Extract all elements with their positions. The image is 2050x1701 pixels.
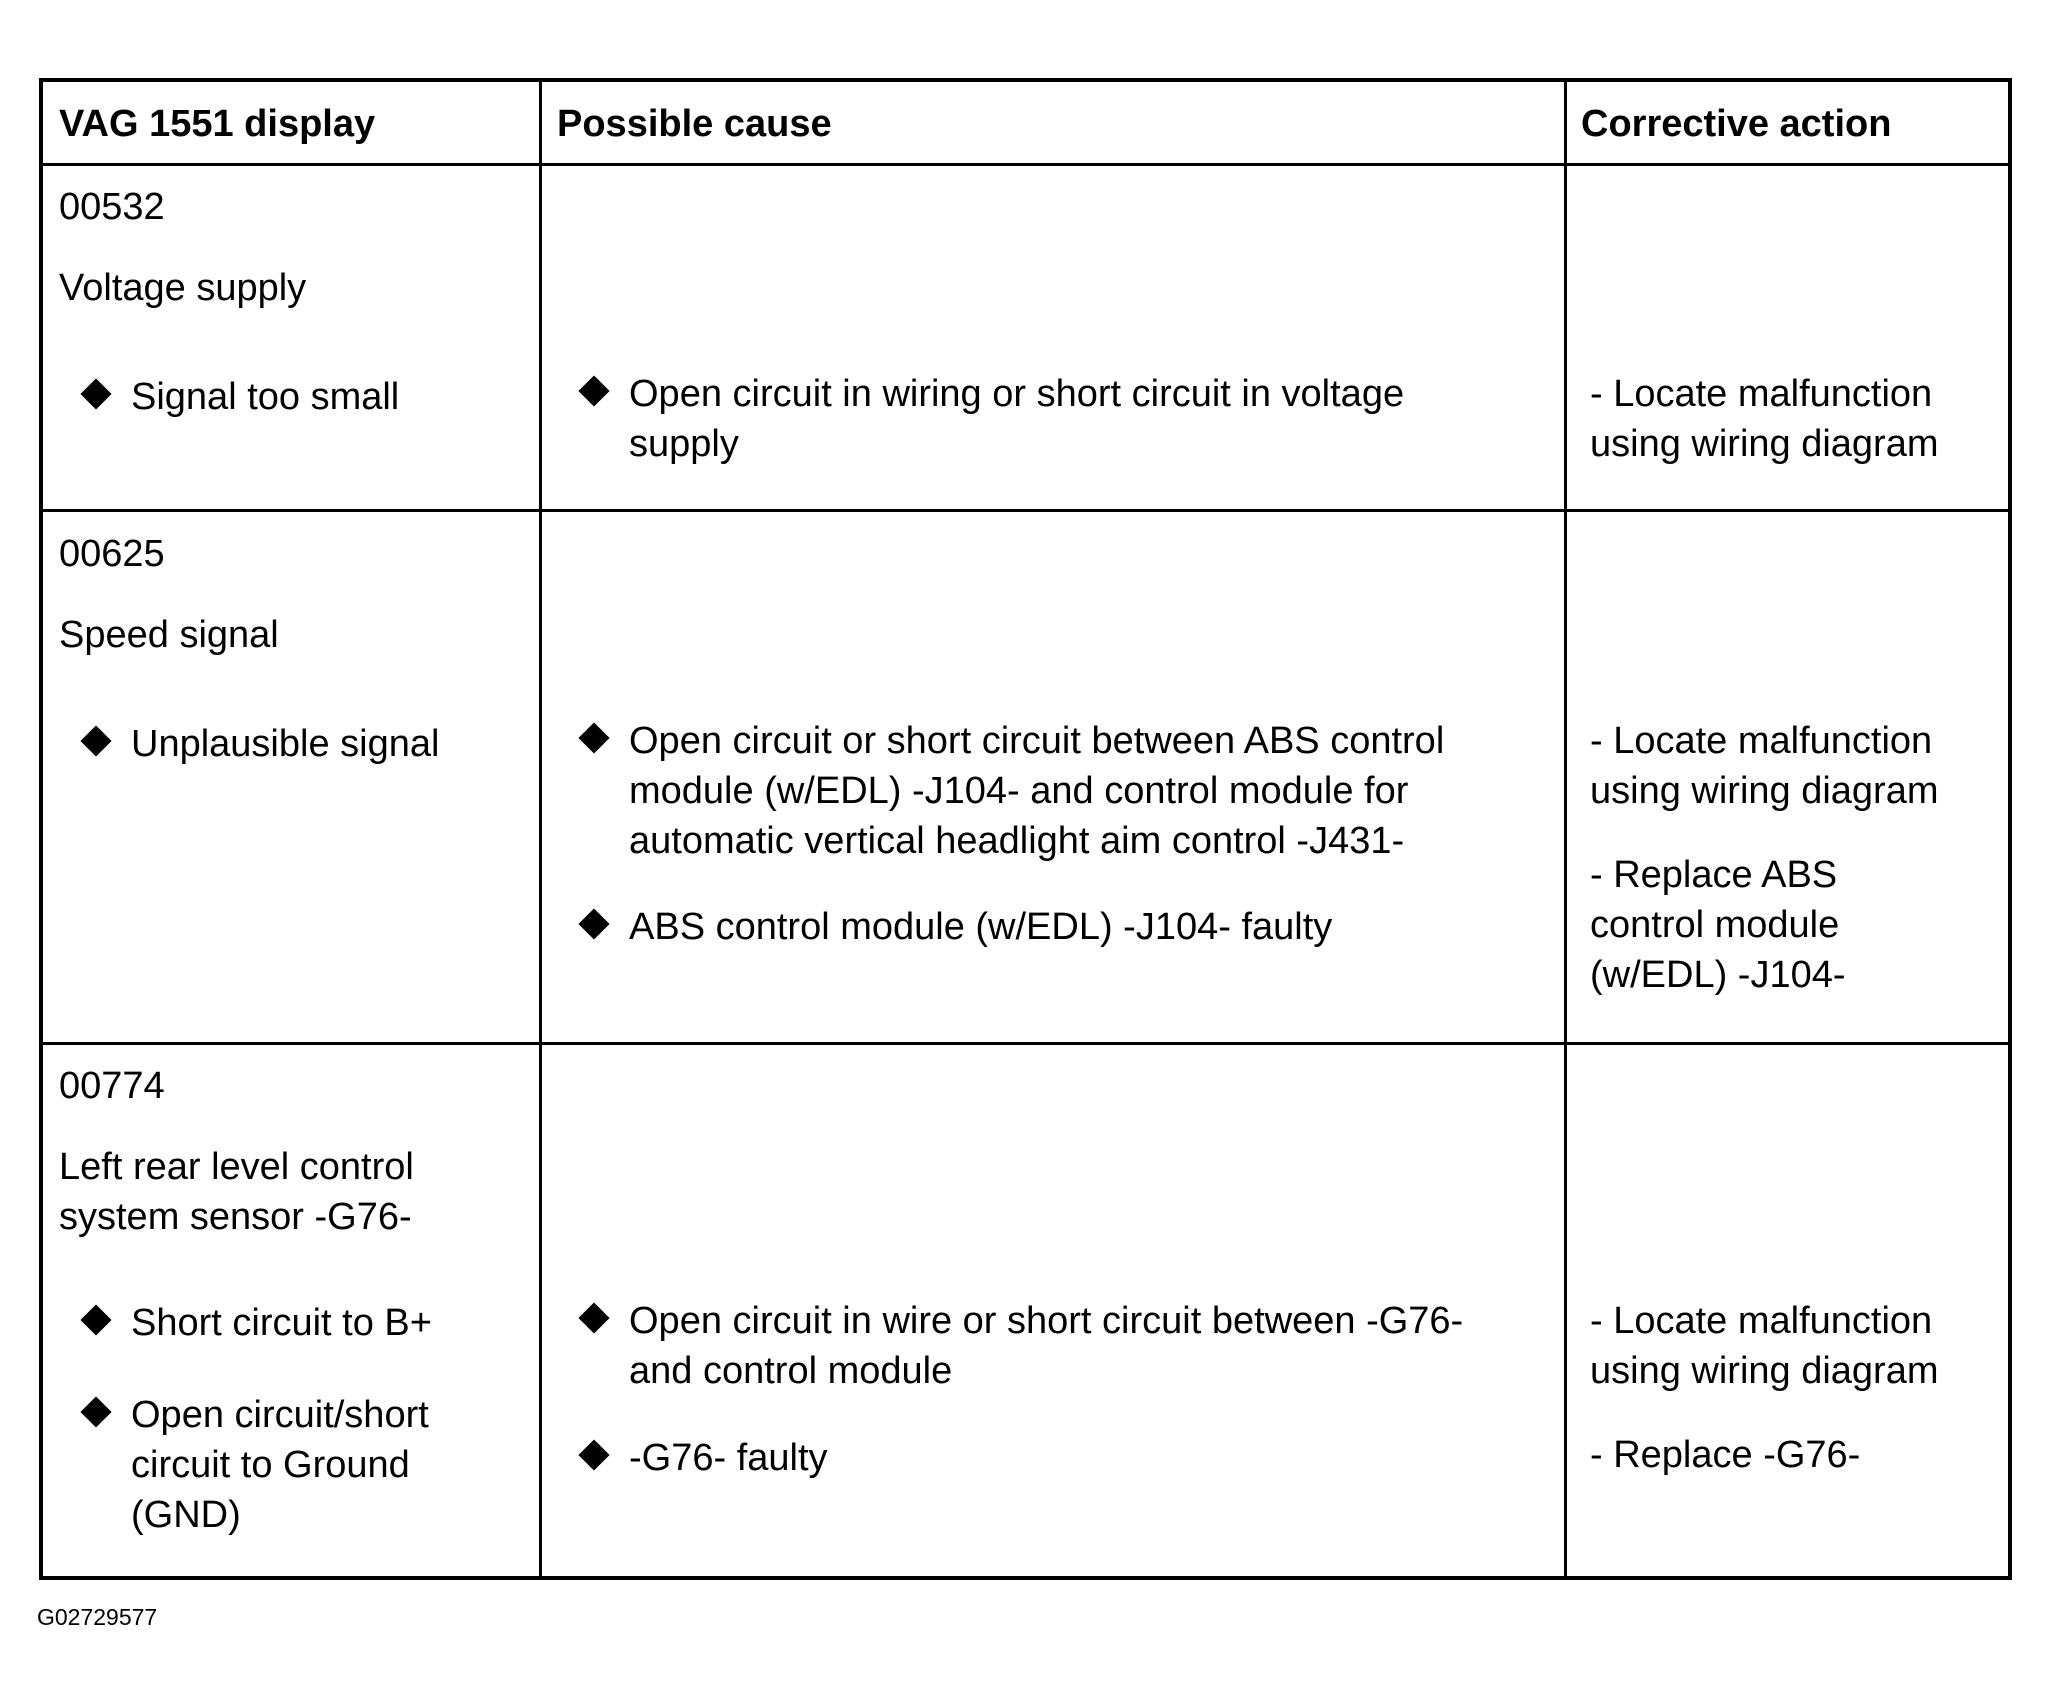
figure-code: G02729577 — [37, 1604, 158, 1630]
fault-title: Left rear level control — [59, 1146, 414, 1188]
fault-item: Open circuit/short — [131, 1394, 429, 1436]
bullet-icon — [578, 908, 609, 939]
action-line: - Locate malfunction — [1590, 720, 1933, 762]
bullet-icon — [80, 1304, 111, 1335]
troubleshooting-table — [39, 78, 2012, 1580]
cause-line: ABS control module (w/EDL) -J104- faulty — [629, 906, 1333, 948]
fault-code: 00532 — [59, 186, 165, 228]
fault-item: (GND) — [131, 1494, 241, 1536]
action-line: using wiring diagram — [1590, 423, 1939, 465]
bullet-icon — [80, 725, 111, 756]
bullet-icon — [578, 722, 609, 753]
action-line: using wiring diagram — [1590, 1350, 1939, 1392]
bullet-icon — [578, 1302, 609, 1333]
cause-line: automatic vertical headlight aim control -J431- — [629, 820, 1405, 862]
header-vag-display: VAG 1551 display — [59, 103, 376, 145]
header-possible-cause: Possible cause — [557, 103, 832, 145]
action-line: - Locate malfunction — [1590, 1300, 1933, 1342]
fault-item: Signal too small — [131, 376, 400, 418]
action-line: control module — [1590, 904, 1840, 946]
bullet-icon — [80, 378, 111, 409]
column-divider — [539, 82, 542, 1576]
cause-line: and control module — [629, 1350, 953, 1392]
bullet-icon — [578, 1439, 609, 1470]
action-line: - Replace ABS — [1590, 854, 1838, 896]
fault-item: circuit to Ground — [131, 1444, 410, 1486]
cause-line: supply — [629, 423, 739, 465]
fault-item: Short circuit to B+ — [131, 1302, 432, 1344]
fault-title: system sensor -G76- — [59, 1196, 412, 1238]
row-divider — [43, 163, 2008, 166]
fault-item: Unplausible signal — [131, 723, 440, 765]
fault-title: Voltage supply — [59, 267, 307, 309]
column-divider — [1564, 82, 1567, 1576]
header-corrective-action: Corrective action — [1581, 103, 1892, 145]
action-line: - Replace -G76- — [1590, 1434, 1861, 1476]
fault-title: Speed signal — [59, 614, 279, 656]
action-line: using wiring diagram — [1590, 770, 1939, 812]
fault-code: 00625 — [59, 533, 165, 575]
action-line: (w/EDL) -J104- — [1590, 954, 1846, 996]
cause-line: module (w/EDL) -J104- and control module for — [629, 770, 1409, 812]
cause-line: -G76- faulty — [629, 1437, 828, 1479]
bullet-icon — [578, 375, 609, 406]
cause-line: Open circuit or short circuit between ABS control — [629, 720, 1445, 762]
row-divider — [43, 1042, 2008, 1045]
fault-code: 00774 — [59, 1065, 165, 1107]
cause-line: Open circuit in wiring or short circuit in voltage — [629, 373, 1405, 415]
cause-line: Open circuit in wire or short circuit between -G76- — [629, 1300, 1464, 1342]
action-line: - Locate malfunction — [1590, 373, 1933, 415]
row-divider — [43, 509, 2008, 512]
bullet-icon — [80, 1396, 111, 1427]
